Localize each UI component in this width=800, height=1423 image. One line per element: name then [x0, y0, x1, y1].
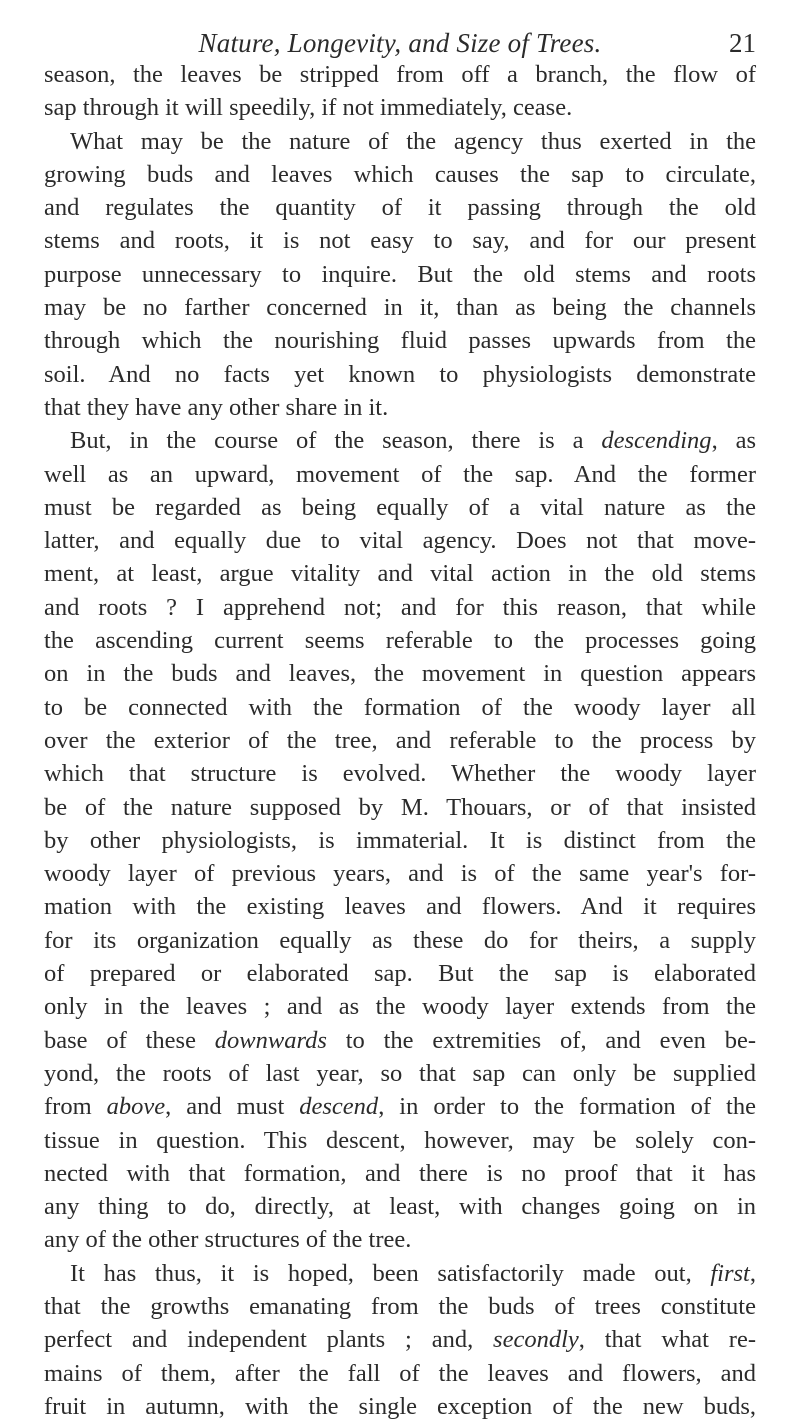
text-line	[44, 191, 756, 224]
italic-text: descend	[299, 1093, 379, 1121]
text-line	[44, 324, 756, 357]
text-span: by other physiologists, is immaterial. It is distinct from the	[44, 826, 756, 854]
text-line	[44, 1357, 756, 1390]
text-span: purpose unnecessary to inquire. But the old stems and roots	[44, 260, 756, 288]
text-span: But, in the course of the season, there is a	[70, 427, 602, 455]
text-span: stems and roots, it is not easy to say, and for our present	[44, 227, 756, 255]
text-line	[44, 125, 756, 158]
italic-text: secondly	[493, 1326, 579, 1354]
text-span: any of the other structures of the tree.	[44, 1226, 412, 1254]
text-line	[44, 1124, 756, 1157]
text-span: that the growths emanating from the buds of trees constitute	[44, 1292, 756, 1320]
text-span: well as an upward, movement of the sap. And the former	[44, 460, 756, 488]
running-title: Nature, Longevity, and Size of Trees.	[198, 28, 602, 58]
text-span: and regulates the quantity of it passing through the old	[44, 194, 756, 222]
text-span: soil. And no facts yet known to physiologists demonstrate	[44, 360, 756, 388]
text-line	[44, 791, 756, 824]
text-line	[44, 291, 756, 324]
text-span: base of these	[44, 1026, 215, 1054]
text-line	[44, 624, 756, 657]
text-line	[44, 458, 756, 491]
text-line	[44, 91, 756, 124]
text-span: of prepared or elaborated sap. But the sap is elaborated	[44, 960, 756, 988]
text-line	[44, 391, 756, 424]
text-span: What may be the nature of the agency thus exerted in the	[70, 127, 756, 155]
text-line	[44, 424, 756, 457]
text-span: that they have any other share in it.	[44, 393, 389, 421]
body-text	[44, 58, 756, 1423]
text-line	[44, 1390, 756, 1423]
text-line	[44, 857, 756, 890]
text-span: which that structure is evolved. Whether the woody layer	[44, 760, 756, 788]
italic-text: descending	[601, 427, 712, 455]
text-span: growing buds and leaves which causes the sap to circulate,	[44, 160, 756, 188]
text-line	[44, 524, 756, 557]
text-span: must be regarded as being equally of a vital nature as the	[44, 493, 756, 521]
text-line	[44, 957, 756, 990]
text-line	[44, 1190, 756, 1223]
text-span: ment, at least, argue vitality and vital action in the old stems	[44, 560, 756, 588]
text-span: perfect and independent plants ; and,	[44, 1326, 494, 1354]
text-span: over the exterior of the tree, and referable to the process by	[44, 726, 756, 754]
text-span: , and must	[165, 1093, 300, 1121]
text-line	[44, 158, 756, 191]
text-span: for its organization equally as these do for theirs, a supply	[44, 926, 756, 954]
text-line	[44, 1090, 756, 1123]
text-line	[44, 890, 756, 923]
text-line	[44, 1257, 756, 1290]
text-span: through which the nourishing fluid passes upwards from the	[44, 327, 756, 355]
text-line	[44, 990, 756, 1023]
text-line	[44, 591, 756, 624]
text-span: only in the leaves ; and as the woody layer extends from the	[44, 993, 756, 1021]
italic-text: above	[106, 1093, 166, 1121]
text-span: latter, and equally due to vital agency. Does not that move-	[44, 527, 756, 555]
text-span: mains of them, after the fall of the leaves and flowers, and	[44, 1359, 756, 1387]
text-line	[44, 757, 756, 790]
text-line	[44, 1157, 756, 1190]
text-span: fruit in autumn, with the single exception of the new buds,	[44, 1392, 756, 1420]
text-line	[44, 657, 756, 690]
text-span: and roots ? I apprehend not; and for this reason, that while	[44, 593, 756, 621]
text-span: from	[44, 1093, 107, 1121]
page-number: 21	[729, 28, 756, 58]
text-span: may be no farther concerned in it, than as being the channels	[44, 294, 756, 322]
text-span: any thing to do, directly, at least, with changes going on in	[44, 1193, 756, 1221]
text-line	[44, 557, 756, 590]
text-line	[44, 1057, 756, 1090]
text-span: be of the nature supposed by M. Thouars, or of that insisted	[44, 793, 756, 821]
text-span: nected with that formation, and there is no proof that it has	[44, 1159, 756, 1187]
text-line	[44, 1223, 756, 1256]
text-line	[44, 491, 756, 524]
text-span: season, the leaves be stripped from off a branch, the flow of	[44, 61, 756, 88]
text-span: to the extremities of, and even be-	[326, 1026, 756, 1054]
text-span: the ascending current seems referable to the processes going	[44, 627, 756, 655]
text-line	[44, 1323, 756, 1356]
text-span: sap through it will speedily, if not immediately, cease.	[44, 94, 573, 122]
text-span: woody layer of previous years, and is of the same year's for-	[44, 860, 756, 888]
text-span: mation with the existing leaves and flowers. And it requires	[44, 893, 756, 921]
text-span: to be connected with the formation of the woody layer all	[44, 693, 756, 721]
text-span: on in the buds and leaves, the movement in question appears	[44, 660, 756, 688]
text-line	[44, 224, 756, 257]
text-line	[44, 1290, 756, 1323]
text-line	[44, 724, 756, 757]
text-span: , as	[711, 427, 756, 455]
text-line	[44, 358, 756, 391]
text-line	[44, 1024, 756, 1057]
text-line	[44, 924, 756, 957]
text-line	[44, 691, 756, 724]
italic-text: first	[710, 1259, 750, 1287]
text-span: It has thus, it is hoped, been satisfactorily made out,	[70, 1259, 711, 1287]
page-header	[0, 22, 800, 62]
text-span: tissue in question. This descent, however, may be solely con-	[44, 1126, 756, 1154]
text-span: ,	[749, 1259, 756, 1287]
text-span: yond, the roots of last year, so that sap can only be supplied	[44, 1059, 756, 1087]
text-line	[44, 258, 756, 291]
text-line	[44, 58, 756, 91]
italic-text: downwards	[214, 1026, 327, 1054]
text-span: , in order to the formation of the	[378, 1093, 756, 1121]
text-span: , that what re-	[578, 1326, 756, 1354]
text-line	[44, 824, 756, 857]
